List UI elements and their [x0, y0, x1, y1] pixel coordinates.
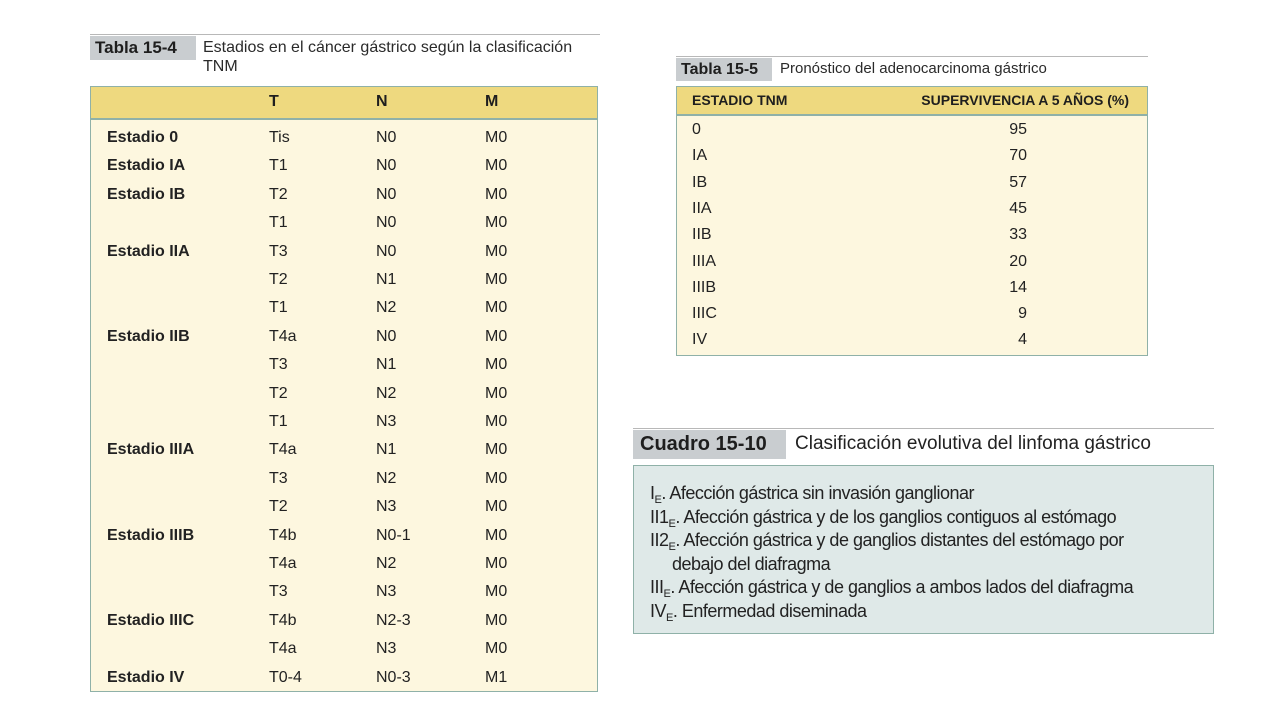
table-row [91, 209, 597, 237]
table-row [677, 196, 1147, 222]
line-text: . Afección gástrica y de los ganglios contiguos al estómago [675, 506, 1117, 527]
survival-cell: 95 [1009, 121, 1027, 138]
n-cell: N3 [376, 640, 397, 658]
table-row [91, 294, 597, 322]
m-cell: M0 [485, 299, 508, 317]
t-cell: T0-4 [269, 668, 302, 686]
t-cell: T3 [269, 356, 288, 374]
m-cell: M0 [485, 242, 508, 260]
t-cell: T4a [269, 441, 297, 459]
stage-cell: IIIB [692, 278, 717, 296]
m-cell: M0 [485, 356, 508, 374]
box-15-10-tag: Cuadro 15-10 [633, 430, 786, 459]
t-cell: T2 [269, 185, 288, 203]
m-cell: M1 [485, 668, 508, 686]
n-cell: N2 [376, 299, 397, 317]
n-cell: N0-3 [376, 668, 411, 686]
stage-prefix: I [650, 483, 655, 503]
t-cell: T4a [269, 327, 297, 345]
t-cell: T2 [269, 498, 288, 516]
n-cell: N0 [376, 242, 397, 260]
m-cell: M0 [485, 185, 508, 203]
table-row [91, 493, 597, 521]
stage-cell: IIA [692, 199, 712, 217]
table-row [91, 323, 597, 351]
t-cell: T3 [269, 469, 288, 487]
t-cell: T1 [269, 214, 288, 232]
t-cell: T4a [269, 640, 297, 658]
header-n: N [376, 93, 388, 110]
t-cell: T3 [269, 583, 288, 601]
n-cell: N1 [376, 356, 397, 374]
m-cell: M0 [485, 413, 508, 430]
table-row [91, 266, 597, 294]
header-supervivencia: SUPERVIVENCIA A 5 AÑOS (%) [921, 92, 1129, 108]
stage-cell: Estadio IV [107, 668, 185, 686]
m-cell: M0 [485, 611, 508, 629]
stage-cell: Estadio 0 [107, 129, 179, 146]
m-cell: M0 [485, 526, 508, 544]
line-text: debajo del diafragma [672, 553, 831, 574]
table-row [677, 275, 1147, 301]
n-cell: N3 [376, 583, 397, 601]
stage-subscript: E [663, 588, 671, 600]
m-cell: M0 [485, 214, 508, 232]
box-15-10 [633, 428, 1214, 624]
t-cell: T4a [269, 555, 297, 572]
survival-cell: 45 [1009, 199, 1027, 217]
table-row [91, 550, 597, 578]
m-cell: M0 [485, 157, 508, 175]
n-cell: N0-1 [376, 526, 411, 544]
m-cell: M0 [485, 384, 508, 402]
table-row [91, 152, 597, 180]
table-row [677, 249, 1147, 275]
t-cell: T2 [269, 271, 288, 288]
n-cell: N2 [376, 384, 397, 402]
table-row [91, 578, 597, 606]
table-row [677, 117, 1147, 143]
n-cell: N3 [376, 413, 397, 430]
stage-prefix: II1 [650, 506, 669, 527]
table-row [91, 664, 597, 692]
n-cell: N2-3 [376, 611, 411, 629]
survival-cell: 33 [1009, 226, 1027, 244]
m-cell: M0 [485, 640, 508, 658]
stage-cell: IIB [692, 226, 712, 244]
stage-cell: IV [692, 331, 708, 349]
n-cell: N3 [376, 498, 397, 516]
stage-cell: Estadio IB [107, 185, 186, 203]
classification-line [672, 553, 830, 576]
stage-cell: Estadio IIIB [107, 526, 195, 544]
n-cell: N0 [376, 185, 397, 203]
table-row [91, 607, 597, 635]
survival-cell: 57 [1009, 173, 1027, 191]
classification-line [650, 600, 866, 630]
table-row [91, 635, 597, 663]
table-15-4-title: Estadios en el cáncer gástrico según la clasificación TNM [203, 39, 573, 75]
survival-cell: 9 [1018, 305, 1027, 323]
m-cell: M0 [485, 271, 508, 288]
table-row [677, 222, 1147, 248]
table-row [91, 522, 597, 550]
table-15-5-titlebar [676, 56, 1148, 82]
table-15-5-title: Pronóstico del adenocarcinoma gástrico [780, 60, 1047, 77]
n-cell: N0 [376, 157, 397, 175]
t-cell: T3 [269, 242, 288, 260]
m-cell: M0 [485, 327, 508, 345]
stage-cell: 0 [692, 121, 701, 138]
m-cell: M0 [485, 129, 508, 146]
table-row [677, 143, 1147, 169]
table-15-4-tag: Tabla 15-4 [90, 36, 196, 60]
stage-cell: Estadio IIIC [107, 611, 195, 629]
n-cell: N0 [376, 327, 397, 345]
stage-subscript: E [668, 541, 676, 553]
table-15-5-header [677, 87, 1147, 116]
table-15-4-header [91, 87, 597, 120]
table-15-4 [90, 34, 600, 686]
table-15-5-grid [676, 86, 1148, 356]
table-row [91, 380, 597, 408]
n-cell: N0 [376, 129, 397, 146]
stage-cell: IA [692, 147, 708, 165]
table-row [91, 351, 597, 379]
survival-cell: 14 [1009, 278, 1027, 296]
line-text: . Enfermedad diseminada [672, 600, 867, 621]
header-estadio: ESTADIO TNM [692, 92, 788, 108]
stage-cell: Estadio IIIA [107, 441, 195, 459]
survival-cell: 70 [1009, 147, 1027, 165]
stage-cell: Estadio IA [107, 157, 186, 175]
table-15-4-grid [90, 86, 598, 692]
stage-cell: IB [692, 173, 708, 191]
table-row [91, 124, 597, 152]
table-row [677, 170, 1147, 196]
table-row [91, 465, 597, 493]
stage-subscript: E [654, 494, 662, 506]
m-cell: M0 [485, 498, 508, 516]
m-cell: M0 [485, 469, 508, 487]
stage-subscript: E [668, 517, 676, 530]
n-cell: N1 [376, 271, 397, 288]
t-cell: T4b [269, 611, 297, 629]
t-cell: T4b [269, 526, 297, 544]
stage-cell: IIIA [692, 252, 717, 270]
header-m: M [485, 93, 499, 110]
stage-cell: IIIC [692, 305, 717, 323]
survival-cell: 20 [1009, 252, 1027, 270]
table-row [91, 238, 597, 266]
m-cell: M0 [485, 555, 508, 572]
stage-cell: Estadio IIB [107, 327, 190, 345]
box-15-10-titlebar [633, 428, 1214, 459]
line-text: . Afección gástrica y de ganglios distantes del estómago por [675, 530, 1124, 550]
n-cell: N1 [376, 441, 397, 459]
n-cell: N2 [376, 555, 397, 572]
stage-cell: Estadio IIA [107, 242, 190, 260]
t-cell: T1 [269, 299, 288, 317]
n-cell: N2 [376, 469, 397, 487]
line-text: . Afección gástrica sin invasión ganglionar [661, 483, 975, 503]
t-cell: T1 [269, 413, 288, 430]
table-15-4-titlebar [90, 34, 600, 87]
table-15-5 [676, 56, 1148, 349]
table-row [677, 327, 1147, 353]
n-cell: N0 [376, 214, 397, 232]
box-15-10-title: Clasificación evolutiva del linfoma gástrico [795, 433, 1151, 454]
table-row [91, 436, 597, 464]
t-cell: Tis [269, 129, 290, 146]
table-15-5-tag: Tabla 15-5 [676, 58, 772, 81]
m-cell: M0 [485, 441, 508, 459]
header-t: T [269, 93, 279, 110]
t-cell: T1 [269, 157, 288, 175]
table-row [91, 181, 597, 209]
t-cell: T2 [269, 384, 288, 402]
survival-cell: 4 [1018, 331, 1027, 349]
table-row [677, 301, 1147, 327]
line-text: . Afección gástrica y de ganglios a ambos lados del diafragma [670, 577, 1134, 597]
stage-prefix: IV [650, 600, 667, 621]
box-15-10-content [633, 465, 1214, 634]
stage-prefix: II2 [650, 530, 669, 550]
stage-subscript: E [666, 611, 673, 624]
stage-prefix: III [650, 577, 664, 597]
table-row [91, 408, 597, 436]
m-cell: M0 [485, 583, 508, 601]
